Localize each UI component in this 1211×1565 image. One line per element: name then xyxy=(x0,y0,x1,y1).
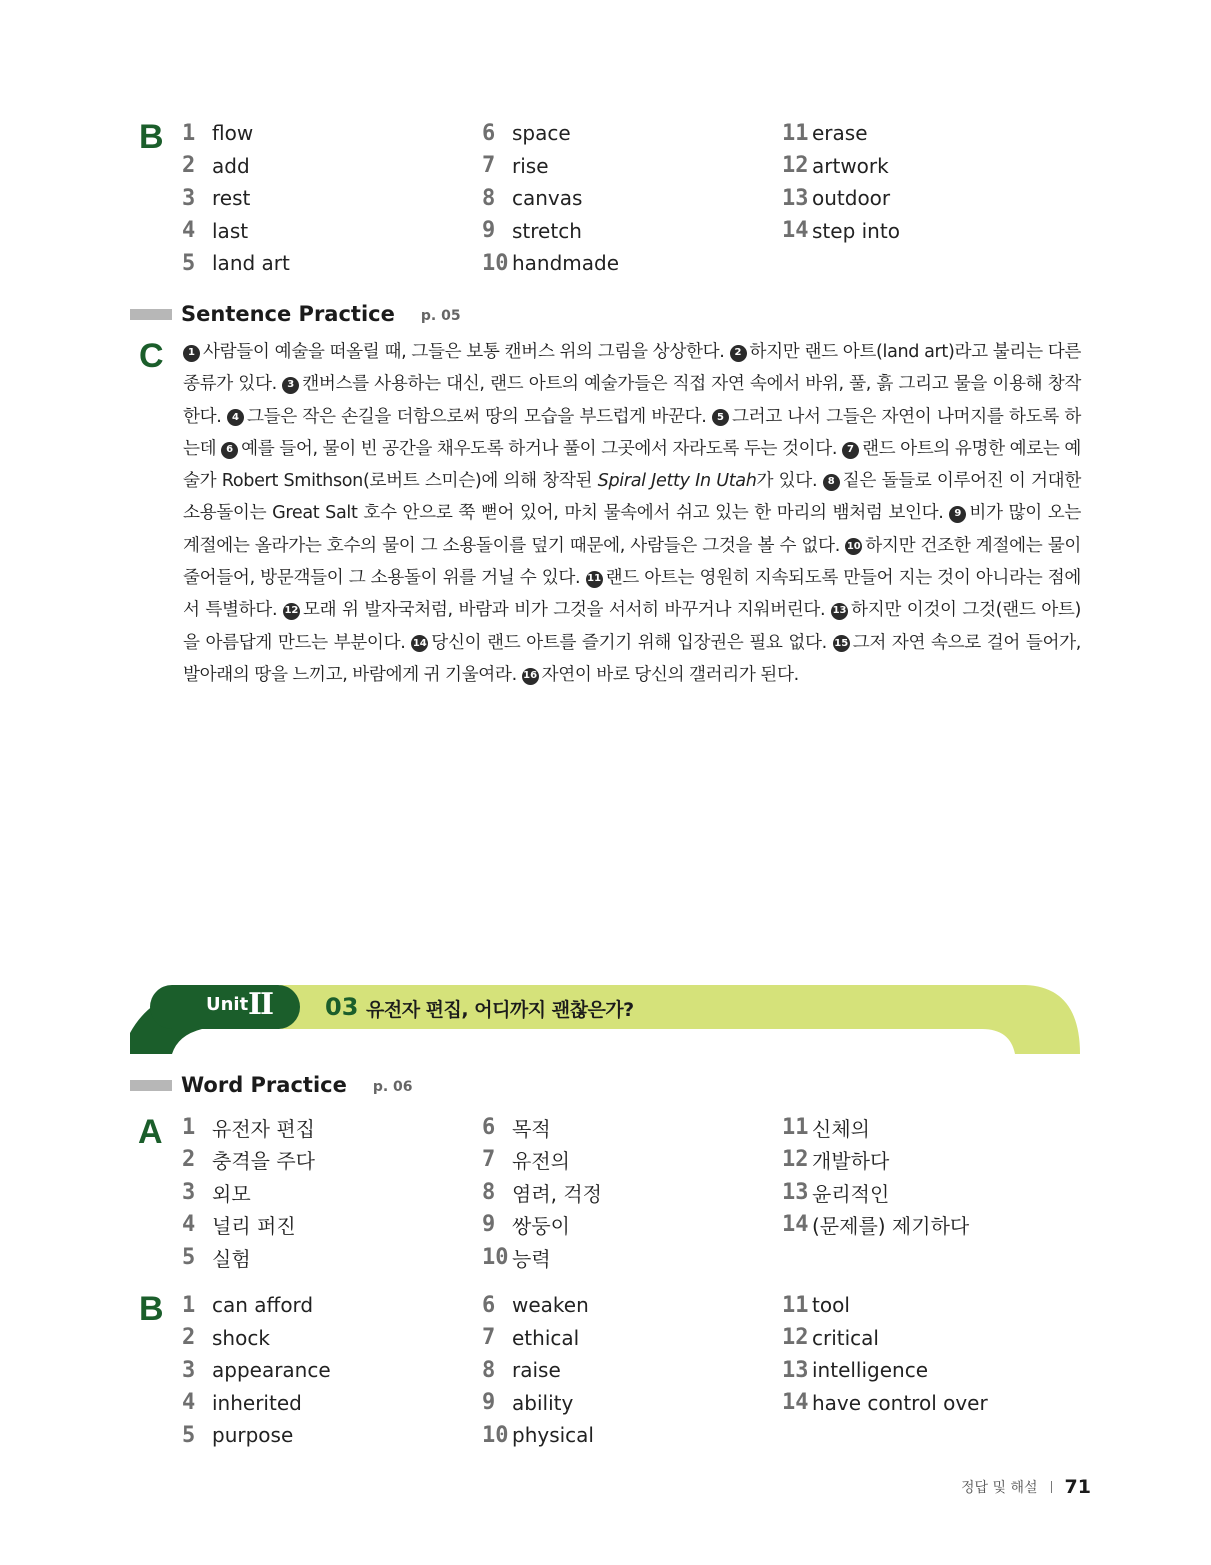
unit-banner xyxy=(130,983,1080,1054)
item-word: ethical xyxy=(512,1325,580,1350)
item-number: 11 xyxy=(782,120,809,146)
item-word: shock xyxy=(212,1325,270,1350)
item-number: 9 xyxy=(482,218,496,244)
item-number: 12 xyxy=(782,1325,809,1351)
item-number: 14 xyxy=(782,1212,809,1238)
item-word: ability xyxy=(512,1390,574,1415)
item-word: space xyxy=(512,121,571,146)
list-item xyxy=(482,150,782,183)
sentence-number: 9 xyxy=(949,506,966,523)
list-item xyxy=(482,182,782,215)
sentence-text: 랜드 아트는 영원히 지속되도록 만들어 지는 것이 아니라는 점에서 특별하다. xyxy=(183,568,1081,621)
artwork-title: Spiral Jetty In Utah xyxy=(597,471,757,492)
list-item xyxy=(782,117,1082,150)
item-number: 12 xyxy=(782,1147,809,1173)
sentence-text: 그들은 작은 손길을 더함으로써 땅의 모습을 부드럽게 바꾼다. xyxy=(247,406,707,427)
item-word: 외모 xyxy=(212,1181,251,1206)
item-number: 5 xyxy=(182,250,196,276)
item-number: 11 xyxy=(782,1114,809,1140)
list-item xyxy=(182,1209,482,1242)
item-word: 염려, 걱정 xyxy=(512,1181,602,1206)
item-word: physical xyxy=(512,1423,594,1448)
item-number: 4 xyxy=(182,218,196,244)
list-item xyxy=(482,1322,782,1355)
item-word: tool xyxy=(812,1293,850,1318)
sentence-number: 1 xyxy=(183,345,200,362)
item-number: 3 xyxy=(182,185,196,211)
item-word: canvas xyxy=(512,186,583,211)
sentence-text: 당신이 랜드 아트를 즐기기 위해 입장권은 필요 없다. xyxy=(431,632,827,653)
list-item xyxy=(782,1176,1082,1209)
word-list-a xyxy=(182,1111,1082,1274)
sentence-text: 비가 많이 오는 계절에는 올라가는 호수의 물이 그 소용돌이를 덮기 때문에, 사람들은 그것을 볼 수 없다. xyxy=(183,503,1081,556)
word-column xyxy=(782,1111,1082,1274)
item-word: last xyxy=(212,218,249,243)
item-number: 10 xyxy=(482,1422,509,1448)
item-number: 10 xyxy=(482,250,509,276)
list-item xyxy=(182,1419,482,1452)
list-item xyxy=(482,1176,782,1209)
word-column xyxy=(782,117,1082,280)
word-column xyxy=(182,1111,482,1274)
item-word: 윤리적인 xyxy=(812,1181,890,1206)
item-word: rise xyxy=(512,153,549,178)
item-word: 신체의 xyxy=(812,1116,870,1141)
list-item xyxy=(182,1354,482,1387)
item-word: 유전의 xyxy=(512,1149,570,1174)
sentence-text: 하지만 건조한 계절에는 물이 줄어들어, 방문객들이 그 소용돌이 위를 거닐 수 있다. xyxy=(183,535,1081,589)
word-column xyxy=(182,1289,482,1452)
item-number: 6 xyxy=(482,1114,496,1140)
unit-lesson-title: 유전자 편집, 어디까지 괜찮은가? xyxy=(366,999,634,1021)
list-item xyxy=(482,1387,782,1420)
list-item xyxy=(482,1241,782,1274)
word-column xyxy=(182,117,482,280)
sentence-text: 가 있다. xyxy=(756,471,818,492)
page-number: 71 xyxy=(1064,1476,1091,1498)
word-column xyxy=(482,1289,782,1452)
unit-label: Unit xyxy=(206,994,249,1015)
item-number: 5 xyxy=(182,1244,196,1270)
item-number: 7 xyxy=(482,153,496,179)
sentence-number: 6 xyxy=(221,442,238,459)
unit-lesson-number: 03 xyxy=(325,993,359,1021)
list-item xyxy=(182,1241,482,1274)
sentence-text: 짙은 돌들로 이루어진 이 거대한 소용돌이는 Great Salt 호수 안으로 쭉 뻗어 있어, 마치 물속에서 쉬고 있는 한 마리의 뱀처럼 보인다. xyxy=(183,471,1081,524)
word-column xyxy=(782,1289,1082,1452)
item-word: land art xyxy=(212,251,290,276)
item-number: 13 xyxy=(782,185,809,211)
sentence-number: 15 xyxy=(833,635,850,652)
item-word: step into xyxy=(812,218,900,243)
page-footer xyxy=(961,1476,1091,1498)
sentence-number: 11 xyxy=(586,571,603,588)
list-item xyxy=(182,1387,482,1420)
section-letter-b-bottom: B xyxy=(139,1290,164,1328)
item-word: 목적 xyxy=(512,1116,551,1141)
item-number: 13 xyxy=(782,1357,809,1383)
list-item xyxy=(482,1419,782,1452)
item-word: have control over xyxy=(812,1390,988,1415)
list-item xyxy=(482,1209,782,1242)
item-word: rest xyxy=(212,186,251,211)
item-word: flow xyxy=(212,121,254,146)
item-number: 14 xyxy=(782,218,809,244)
list-item xyxy=(782,1209,1082,1242)
item-word: outdoor xyxy=(812,186,891,211)
item-number: 1 xyxy=(182,1292,196,1318)
sentence-text: 모래 위 발자국처럼, 바람과 비가 그것을 서서히 바꾸거나 지워버린다. xyxy=(302,600,826,621)
item-number: 8 xyxy=(482,1357,496,1383)
unit-roman-numeral: II xyxy=(248,987,273,1022)
sentence-text: 사람들이 예술을 떠올릴 때, 그들은 보통 캔버스 위의 그림을 상상한다. xyxy=(203,342,725,362)
sentence-number: 12 xyxy=(283,603,300,620)
footer-label: 정답 및 해설 xyxy=(961,1480,1038,1496)
section-title: Sentence Practice xyxy=(181,302,395,326)
sentence-number: 7 xyxy=(842,442,859,459)
sentence-number: 13 xyxy=(831,603,848,620)
list-item xyxy=(482,117,782,150)
item-word: artwork xyxy=(812,153,889,178)
list-item xyxy=(782,1289,1082,1322)
word-column xyxy=(482,1111,782,1274)
item-word: 충격을 주다 xyxy=(212,1149,315,1174)
item-number: 4 xyxy=(182,1212,196,1238)
sentence-number: 4 xyxy=(227,409,244,426)
list-item xyxy=(482,1144,782,1177)
item-word: stretch xyxy=(512,218,582,243)
sentence-practice-header xyxy=(130,302,461,326)
list-item xyxy=(482,215,782,248)
list-item xyxy=(782,1144,1082,1177)
section-bar xyxy=(130,1080,172,1091)
item-word: inherited xyxy=(212,1390,302,1415)
section-title: Word Practice xyxy=(181,1073,347,1097)
sentence-number: 3 xyxy=(282,377,299,394)
sentence-text: 그저 자연 속으로 걸어 들어가, 발아래의 땅을 느끼고, 바람에게 귀 기울여라. xyxy=(183,632,1081,685)
sentence-number: 14 xyxy=(411,635,428,652)
section-page-ref: p. 05 xyxy=(420,308,461,324)
item-number: 7 xyxy=(482,1325,496,1351)
word-list-b-bottom xyxy=(182,1289,1082,1452)
footer-divider xyxy=(1051,1481,1052,1493)
item-number: 11 xyxy=(782,1292,809,1318)
item-number: 12 xyxy=(782,153,809,179)
sentence-number: 16 xyxy=(522,668,539,685)
word-list-b-top xyxy=(182,117,1082,280)
item-number: 13 xyxy=(782,1179,809,1205)
item-word: can afford xyxy=(212,1293,314,1318)
sentence-number: 8 xyxy=(823,474,840,491)
item-word: handmade xyxy=(512,251,620,276)
sentence-text: 캔버스를 사용하는 대신, 랜드 아트의 예술가들은 직접 자연 속에서 바위, 풀, 흙 그리고 물을 이용해 창작한다. xyxy=(183,374,1081,427)
item-number: 7 xyxy=(482,1147,496,1173)
item-word: appearance xyxy=(212,1358,331,1383)
item-number: 9 xyxy=(482,1212,496,1238)
item-word: 널리 퍼진 xyxy=(212,1214,296,1239)
item-number: 1 xyxy=(182,120,196,146)
item-number: 8 xyxy=(482,185,496,211)
item-word: erase xyxy=(812,121,868,146)
item-number: 3 xyxy=(182,1179,196,1205)
item-word: critical xyxy=(812,1325,879,1350)
list-item xyxy=(482,1354,782,1387)
sentence-text: 하지만 이것이 그것(랜드 아트)을 아름답게 만드는 부분이다. xyxy=(183,600,1081,653)
item-number: 1 xyxy=(182,1114,196,1140)
list-item xyxy=(482,1289,782,1322)
item-word: 개발하다 xyxy=(812,1149,890,1174)
list-item xyxy=(182,117,482,150)
list-item xyxy=(182,215,482,248)
section-letter-a: A xyxy=(138,1113,163,1151)
item-number: 4 xyxy=(182,1390,196,1416)
item-number: 8 xyxy=(482,1179,496,1205)
item-word: 쌍둥이 xyxy=(512,1214,570,1239)
list-item xyxy=(182,247,482,280)
sentence-text: 그러고 나서 그들은 자연이 나머지를 하도록 하는데 xyxy=(183,406,1081,459)
list-item xyxy=(782,1322,1082,1355)
item-word: 실험 xyxy=(212,1246,251,1271)
list-item xyxy=(482,1111,782,1144)
list-item xyxy=(782,182,1082,215)
list-item xyxy=(182,1289,482,1322)
list-item xyxy=(182,1111,482,1144)
list-item xyxy=(482,247,782,280)
item-number: 2 xyxy=(182,1325,196,1351)
list-item xyxy=(782,150,1082,183)
item-number: 2 xyxy=(182,153,196,179)
word-practice-header xyxy=(130,1073,413,1097)
sentence-text: 랜드 아트의 유명한 예로는 예술가 Robert Smithson(로버트 스미슨)에 의해 창작된 xyxy=(183,438,1081,492)
sentence-number: 5 xyxy=(712,409,729,426)
item-word: purpose xyxy=(212,1423,294,1448)
section-page-ref: p. 06 xyxy=(372,1079,413,1095)
section-letter-c: C xyxy=(139,337,164,375)
item-word: 능력 xyxy=(512,1246,551,1271)
list-item xyxy=(782,215,1082,248)
item-word: raise xyxy=(512,1358,561,1383)
item-number: 2 xyxy=(182,1147,196,1173)
item-word: weaken xyxy=(512,1293,589,1318)
list-item xyxy=(182,1322,482,1355)
item-number: 5 xyxy=(182,1422,196,1448)
item-number: 9 xyxy=(482,1390,496,1416)
translation-paragraph xyxy=(183,336,1081,691)
section-letter-b-top: B xyxy=(139,118,164,156)
sentence-text: 하지만 랜드 아트(land art)라고 불리는 다른 종류가 있다. xyxy=(183,342,1082,395)
sentence-text: 예를 들어, 물이 빈 공간을 채우도록 하거나 풀이 그곳에서 자라도록 두는 것이다. xyxy=(241,438,838,459)
item-number: 3 xyxy=(182,1357,196,1383)
item-word: (문제를) 제기하다 xyxy=(812,1214,970,1239)
item-number: 14 xyxy=(782,1390,809,1416)
sentence-number: 2 xyxy=(730,345,747,362)
item-word: add xyxy=(212,153,250,178)
list-item xyxy=(782,1387,1082,1420)
section-bar xyxy=(130,309,172,320)
item-number: 6 xyxy=(482,1292,496,1318)
item-number: 10 xyxy=(482,1244,509,1270)
item-number: 6 xyxy=(482,120,496,146)
list-item xyxy=(182,182,482,215)
list-item xyxy=(782,1354,1082,1387)
sentence-text: 자연이 바로 당신의 갤러리가 된다. xyxy=(541,664,799,685)
list-item xyxy=(182,150,482,183)
sentence-number: 10 xyxy=(845,538,862,555)
list-item xyxy=(182,1144,482,1177)
list-item xyxy=(182,1176,482,1209)
word-column xyxy=(482,117,782,280)
list-item xyxy=(782,1111,1082,1144)
item-word: 유전자 편집 xyxy=(212,1116,315,1141)
item-word: intelligence xyxy=(812,1358,929,1383)
